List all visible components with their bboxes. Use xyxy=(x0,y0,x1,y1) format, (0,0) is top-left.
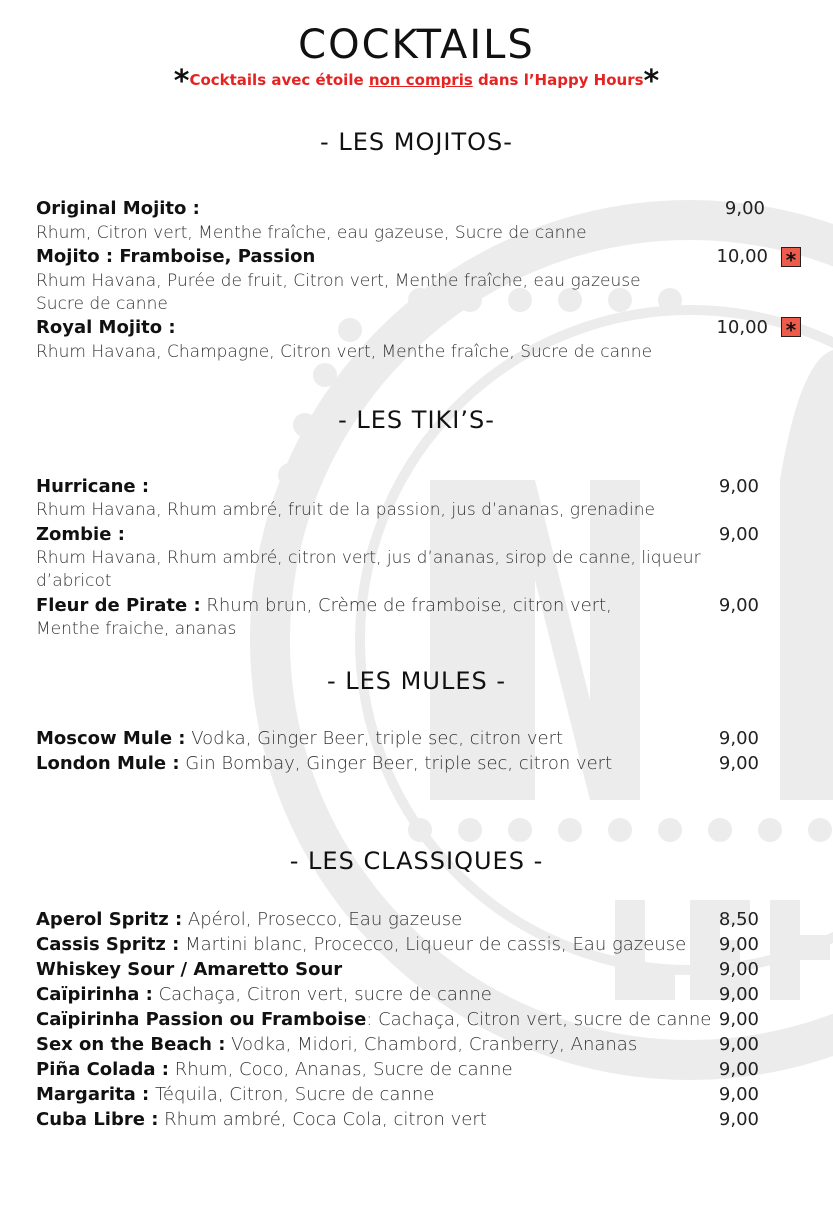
note-text-underlined: non compris xyxy=(368,71,473,89)
menu-item-aperol-spritz: Aperol Spritz : Apérol, Prosecco, Eau gazeuse xyxy=(36,909,463,930)
desc-original-mojito: Rhum, Citron vert, Menthe fraîche, eau gazeuse, Sucre de canne xyxy=(36,223,587,243)
desc-hurricane: Rhum Havana, Rhum ambré, fruit de la passion, jus d’ananas, grenadine xyxy=(36,500,655,520)
menu-item-zombie: Zombie : xyxy=(36,524,125,545)
price-margarita: 9,00 xyxy=(718,1084,759,1105)
menu-item-london-mule: London Mule : Gin Bombay, Ginger Beer, triple sec, citron vert xyxy=(36,753,613,774)
menu-item-royal-mojito: Royal Mojito : xyxy=(36,317,176,338)
price-london-mule: 9,00 xyxy=(718,753,759,774)
happy-hours-note xyxy=(0,64,833,99)
price-cassis-spritz: 9,00 xyxy=(718,934,759,955)
menu-item-caipirinha: Caïpirinha : Cachaça, Citron vert, sucre de canne xyxy=(36,984,492,1005)
price-mojito-framboise: 10,00 xyxy=(716,246,768,267)
menu-item-sex-on-the-beach: Sex on the Beach : Vodka, Midori, Chambord, Cranberry, Ananas xyxy=(36,1034,638,1055)
price-hurricane: 9,00 xyxy=(718,476,759,497)
menu-item-mojito-framboise: Mojito : Framboise, Passion xyxy=(36,246,316,267)
desc-fleur-de-pirate-2: Menthe fraiche, ananas xyxy=(36,619,237,639)
price-caipirinha: 9,00 xyxy=(718,984,759,1005)
menu-item-original-mojito: Original Mojito : xyxy=(36,198,200,219)
price-original-mojito: 9,00 xyxy=(724,198,765,219)
menu-item-cassis-spritz: Cassis Spritz : Martini blanc, Procecco, Liqueur de cassis, Eau gazeuse xyxy=(36,934,687,955)
desc-zombie-2: d’abricot xyxy=(36,571,112,591)
price-aperol-spritz: 8,50 xyxy=(718,909,759,930)
section-title-classiques: - LES CLASSIQUES - xyxy=(289,847,544,875)
desc-mojito-framboise-2: Sucre de canne xyxy=(36,294,168,314)
price-pina-colada: 9,00 xyxy=(718,1059,759,1080)
menu-item-hurricane: Hurricane : xyxy=(36,476,150,497)
price-sex-on-the-beach: 9,00 xyxy=(718,1034,759,1055)
price-caipirinha-passion: 9,00 xyxy=(718,1009,759,1030)
price-whiskey-sour: 9,00 xyxy=(718,959,759,980)
page-title: COCKTAILS xyxy=(298,22,535,68)
price-cuba-libre: 9,00 xyxy=(718,1109,759,1130)
menu-item-cuba-libre: Cuba Libre : Rhum ambré, Coca Cola, citron vert xyxy=(36,1109,487,1130)
price-moscow-mule: 9,00 xyxy=(718,728,759,749)
price-zombie: 9,00 xyxy=(718,524,759,545)
menu-item-moscow-mule: Moscow Mule : Vodka, Ginger Beer, triple sec, citron vert xyxy=(36,728,564,749)
section-title-mules: - LES MULES - xyxy=(326,667,507,695)
menu-item-margarita: Margarita : Téquila, Citron, Sucre de canne xyxy=(36,1084,435,1105)
star-tag-icon: * xyxy=(781,317,801,337)
star-right-icon: * xyxy=(643,64,660,99)
section-title-tikis: - LES TIKI’S- xyxy=(338,406,495,434)
star-tag-icon: * xyxy=(781,247,801,267)
desc-royal-mojito: Rhum Havana, Champagne, Citron vert, Menthe fraîche, Sucre de canne xyxy=(36,342,653,362)
note-text-pre: Cocktails avec étoile xyxy=(189,71,369,89)
price-royal-mojito: 10,00 xyxy=(716,317,768,338)
desc-zombie: Rhum Havana, Rhum ambré, citron vert, jus d’ananas, sirop de canne, liqueur xyxy=(36,548,701,568)
note-text-post: dans l’Happy Hours xyxy=(472,71,644,89)
desc-mojito-framboise: Rhum Havana, Purée de fruit, Citron vert, Menthe fraîche, eau gazeuse xyxy=(36,271,641,291)
star-left-icon: * xyxy=(173,64,190,99)
section-title-mojitos: - LES MOJITOS- xyxy=(320,128,513,156)
price-fleur-de-pirate: 9,00 xyxy=(718,595,759,616)
menu-item-pina-colada: Piña Colada : Rhum, Coco, Ananas, Sucre de canne xyxy=(36,1059,513,1080)
menu-item-whiskey-sour: Whiskey Sour / Amaretto Sour xyxy=(36,959,343,980)
menu-item-caipirinha-passion: Caïpirinha Passion ou Framboise: Cachaça, Citron vert, sucre de canne xyxy=(36,1009,712,1030)
menu-item-fleur-de-pirate: Fleur de Pirate : Rhum brun, Crème de framboise, citron vert, xyxy=(36,595,612,616)
